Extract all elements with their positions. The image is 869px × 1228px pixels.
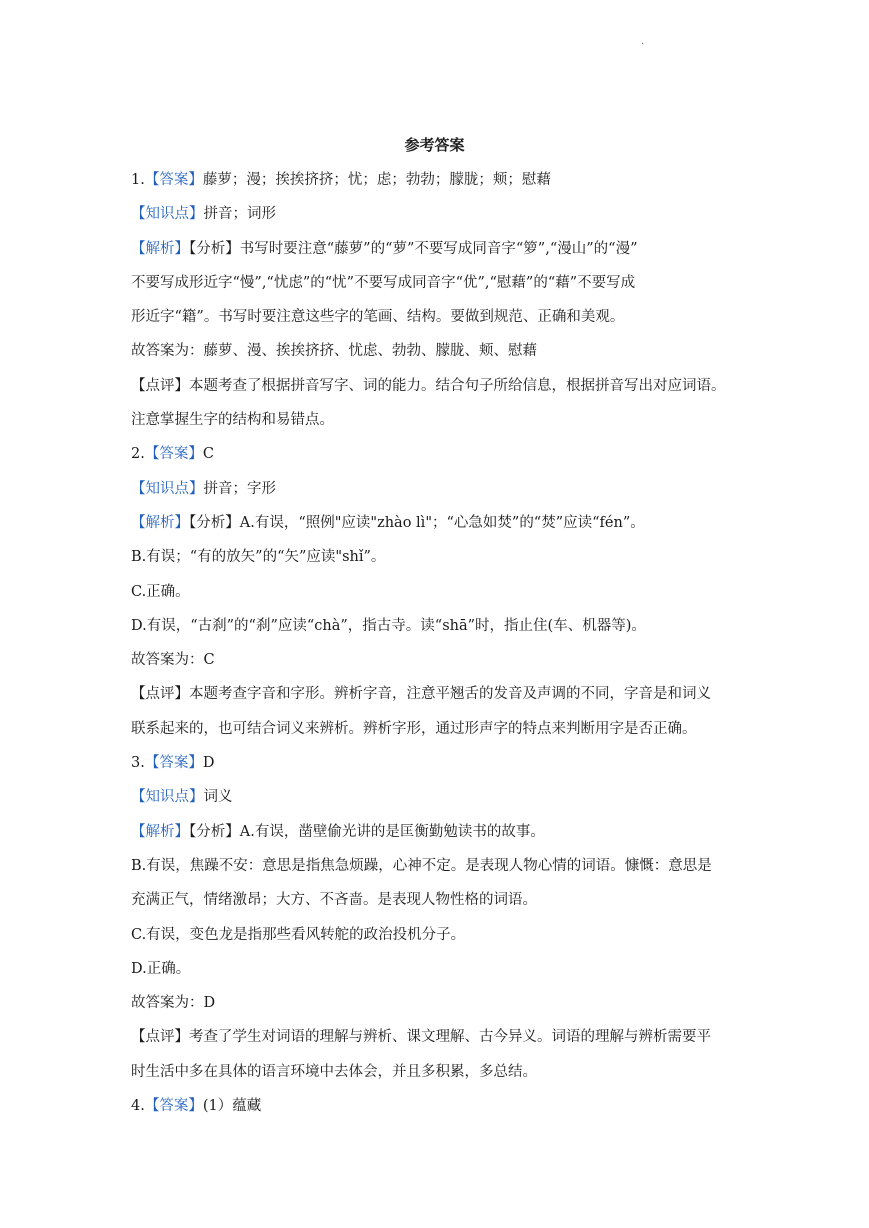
- q4-number: 4.: [131, 1098, 145, 1115]
- q3-analysis-tag: 【解析】: [131, 823, 189, 840]
- q1-answer-line: [131, 166, 751, 200]
- q3-final-answer: 故答案为：D: [131, 995, 216, 1012]
- q2-kp-tag: 【知识点】: [131, 480, 204, 497]
- q2-analysis-line: D.有误，“古刹”的“刹”应读“chà”，指古寺。读“shā”时，指止住(车、机器等)。: [131, 617, 646, 634]
- q1-kp: 拼音；词形: [203, 206, 276, 223]
- q1-comment: 注意掌握生字的结构和易错点。: [131, 412, 334, 429]
- q3-analysis-line: 充满正气，情绪激昂；大方、不吝啬。是表现人物性格的词语。: [131, 892, 537, 909]
- q3-answer-line: [131, 749, 751, 783]
- q1-answer-tag: 【答案】: [144, 172, 203, 188]
- q1-comment: 【点评】本题考查了根据拼音写字、词的能力。结合句子所给信息，根据拼音写出对应词语。: [131, 377, 726, 394]
- q2-analysis-line: B.有误；“有的放矢”的“矢”应读"shǐ”。: [131, 549, 386, 566]
- q2-comment: 【点评】本题考查字音和字形。辨析字音，注意平翘舌的发音及声调的不同，字音是和词义: [131, 686, 711, 703]
- q2-final-answer: 故答案为：C: [131, 652, 215, 669]
- q3-analysis-text: 【分析】A.有误，凿壁偷光讲的是匡衡勤勉读书的故事。: [189, 823, 545, 840]
- q1-final-answer: 故答案为：藤萝、漫、挨挨挤挤、忧虑、勃勃、朦胧、颊、慰藉: [131, 343, 537, 360]
- q3-answer: D: [202, 755, 215, 772]
- q3-kp: 词义: [203, 789, 233, 806]
- q4-answer: (1）蕴藏: [202, 1098, 262, 1115]
- q3-analysis-line: C.有误，变色龙是指那些看风转舵的政治投机分子。: [131, 926, 466, 943]
- q1-analysis-line: [131, 235, 751, 269]
- q3-number: 3.: [131, 755, 145, 772]
- q3-analysis-line: [131, 818, 751, 852]
- q2-analysis-tag: 【解析】: [131, 514, 189, 531]
- q2-answer: C: [202, 446, 214, 463]
- q3-analysis-line: B.有误，焦躁不安：意思是指焦急烦躁，心神不定。是表现人物心情的词语。慷慨：意思是: [131, 857, 712, 874]
- q3-comment: 【点评】考查了学生对词语的理解与辨析、课文理解、古今异义。词语的理解与辨析需要平: [131, 1029, 711, 1046]
- q1-knowledge-line: [131, 200, 751, 234]
- header-dot: .: [641, 36, 645, 47]
- q2-number: 2.: [131, 446, 145, 463]
- q2-knowledge-line: [131, 475, 751, 509]
- q3-kp-tag: 【知识点】: [131, 789, 204, 806]
- q2-answer-tag: 【答案】: [144, 446, 203, 463]
- q1-answer: 藤萝；漫；挨挨挤挤；忧；虑；勃勃；朦胧；颊；慰藉: [202, 172, 551, 188]
- q2-kp: 拼音；字形: [203, 480, 276, 497]
- q1-analysis-text: 【分析】书写时要注意“藤萝”的“萝”不要写成同音字“箩”,“漫山”的“漫”: [189, 240, 638, 257]
- q1-analysis-line: 不要写成形近字“慢”,“忧虑”的“忧”不要写成同音字“优”,“慰藉”的“藉”不要写成: [131, 274, 636, 291]
- q1-kp-tag: 【知识点】: [131, 206, 204, 223]
- q2-answer-line: [131, 440, 751, 474]
- q3-knowledge-line: [131, 783, 751, 817]
- q1-analysis-tag: 【解析】: [131, 240, 189, 257]
- q4-answer-tag: 【答案】: [144, 1098, 203, 1115]
- q3-answer-tag: 【答案】: [144, 755, 203, 772]
- q2-analysis-line: C.正确。: [131, 583, 190, 600]
- q1-analysis-line: 形近字“籍”。书写时要注意这些字的笔画、结构。要做到规范、正确和美观。: [131, 309, 625, 326]
- page-title: 参考答案: [404, 136, 465, 154]
- q1-number: 1.: [131, 172, 145, 188]
- q2-analysis-line: [131, 509, 751, 543]
- q3-comment: 时生活中多在具体的语言环境中去体会，并且多积累，多总结。: [131, 1063, 537, 1080]
- q2-comment: 联系起来的，也可结合词义来辨析。辨析字形，通过形声字的特点来判断用字是否正确。: [131, 720, 697, 737]
- q3-analysis-line: D.正确。: [131, 960, 191, 977]
- answer-content: [131, 166, 751, 1126]
- q4-answer-line: [131, 1092, 751, 1126]
- q2-analysis-text: 【分析】A.有误，“照例"应读"zhào lì"；“心急如焚”的“焚”应读“fén”。: [189, 514, 645, 531]
